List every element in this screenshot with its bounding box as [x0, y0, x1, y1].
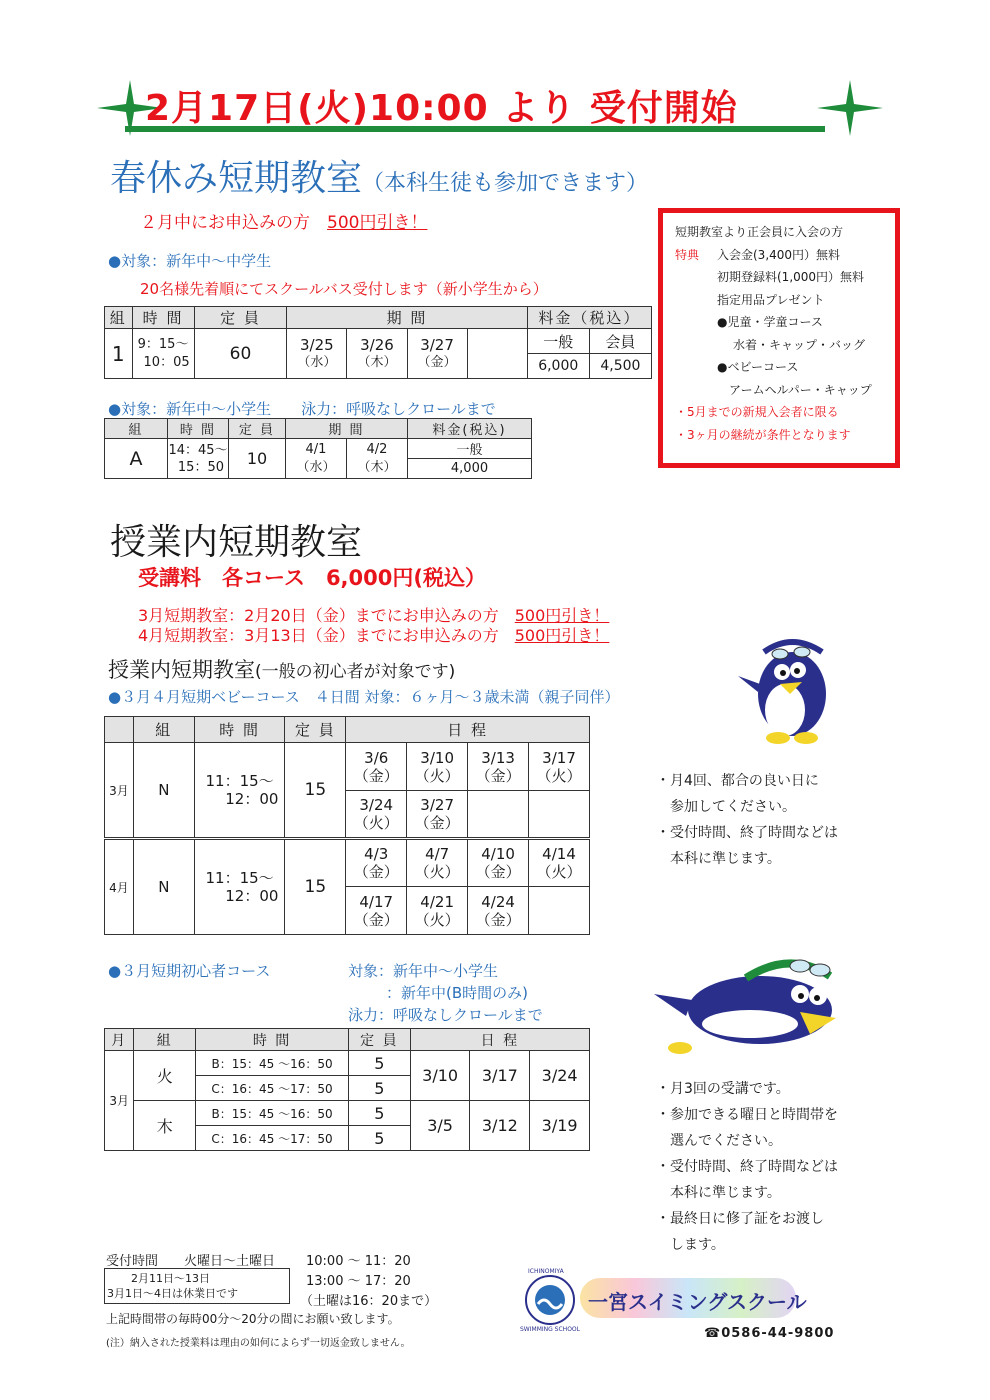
- beg-month: 3月: [105, 1051, 134, 1151]
- tue-c-time: C：16：45 ～17：50: [196, 1076, 349, 1101]
- th-group: 組: [105, 419, 168, 439]
- march-date-5: 3/24 （火）: [346, 791, 407, 839]
- cell-d2: 4/2 （木）: [347, 439, 408, 479]
- promo-child-items: 水着・キャップ・バッグ: [733, 337, 866, 352]
- footer-refund: (注）納入された授業料は理由の如何によらず一切返金致しません。: [106, 1338, 411, 1349]
- holiday-box: 2月11日～13日 3月1日～4日は休業日です: [104, 1268, 290, 1304]
- promo-perk1: 特典 入会金(3,400円）無料: [675, 247, 841, 262]
- inclass-sub-title: 授業内短期教室(一般の初心者が対象です): [108, 658, 456, 682]
- baby-notes: [656, 768, 838, 872]
- promo-box: [658, 208, 900, 468]
- thu-date-3: 3/19: [530, 1101, 590, 1151]
- th-cap: 定 員: [285, 717, 346, 743]
- beg-note: します。: [670, 1237, 725, 1253]
- april-date-6: 4/21 （火）: [407, 887, 468, 935]
- banner-text: 2月17日(火)10:00 より 受付開始: [145, 88, 738, 129]
- spring-target2: ●対象：新年中～小学生 泳力：呼吸なしクロールまで: [108, 400, 496, 418]
- april-date-2: 4/7 （火）: [407, 839, 468, 887]
- seal-text-top: ICHINOMIYA: [528, 1268, 564, 1275]
- march-date-1: 3/6 （金）: [346, 743, 407, 791]
- seal-text-bottom: SWIMMING SCHOOL: [520, 1326, 580, 1333]
- promo-cond1: ・5月までの新規入会者に限る: [675, 405, 839, 419]
- april-time: 11：15～ 12：00: [194, 839, 285, 935]
- th-cap: 定 員: [194, 307, 287, 329]
- inclass-disc1: 3月短期教室：2月20日（金）までにお申込みの方 500円引き！: [138, 606, 610, 625]
- beg-note: 本科に準じます。: [670, 1185, 781, 1201]
- th-general: 一般: [527, 329, 589, 354]
- cell-group: A: [105, 439, 168, 479]
- tue-date-2: 3/17: [470, 1051, 530, 1101]
- thu-c-cap: 5: [349, 1126, 411, 1151]
- th-period: 期 間: [287, 307, 527, 329]
- tue-date-3: 3/24: [530, 1051, 590, 1101]
- school-name: 一宮スイミングスクール: [588, 1290, 807, 1314]
- baby-note: 参加してください。: [670, 799, 796, 815]
- cell-d3: 3/27 （金）: [407, 329, 467, 379]
- promo-baby-items: アームヘルパー・キャップ: [729, 382, 872, 397]
- cell-empty: [467, 329, 527, 379]
- th-month: [105, 717, 134, 743]
- beginner-table: [104, 1028, 590, 1151]
- spring-title: 春休み短期教室（本科生徒も参加できます）: [110, 158, 649, 199]
- fee-general: 4,000: [408, 459, 532, 479]
- promo-perk2: 初期登録料(1,000円）無料: [717, 270, 865, 284]
- fee-general: 6,000: [527, 354, 589, 379]
- march-date-2: 3/10 （火）: [407, 743, 468, 791]
- promo-title: 短期教室より正会員に入会の方: [675, 225, 844, 239]
- th-time: 時 間: [196, 1029, 349, 1051]
- april-month: 4月: [105, 839, 134, 935]
- th-period: 期 間: [286, 419, 408, 439]
- tue-label: 火: [134, 1051, 196, 1101]
- promo-child: ●児童・学童コース: [717, 315, 823, 329]
- march-time: 11：15～ 12：00: [194, 743, 285, 839]
- cell-time: 9：15～ 10：05: [132, 329, 194, 379]
- tue-date-1: 3/10: [410, 1051, 470, 1101]
- beg-note: ・参加できる曜日と時間帯を: [656, 1107, 838, 1123]
- penguin-swimming-icon: [650, 950, 840, 1060]
- thu-date-1: 3/5: [410, 1101, 470, 1151]
- thu-label: 木: [134, 1101, 196, 1151]
- baby-note: ・受付時間、終了時間などは: [656, 825, 838, 841]
- april-date-1: 4/3 （金）: [346, 839, 407, 887]
- march-cap: 15: [285, 743, 346, 839]
- cell-cap: 60: [194, 329, 287, 379]
- th-cap: 定 員: [229, 419, 286, 439]
- thu-date-2: 3/12: [470, 1101, 530, 1151]
- promo-perk3: 指定用品プレゼント: [717, 292, 825, 307]
- inclass-disc2: 4月短期教室：3月13日（金）までにお申込みの方 500円引き！: [138, 626, 610, 645]
- footer-time1: 10:00 ～ 11：20: [306, 1254, 411, 1269]
- march-date-empty-2: [529, 791, 590, 839]
- beg-note: 選んでください。: [670, 1133, 782, 1149]
- th-group: 組: [134, 1029, 196, 1051]
- tue-c-cap: 5: [349, 1076, 411, 1101]
- spring-target1: ●対象：新年中～中学生: [108, 252, 272, 270]
- footer-notice: 上記時間帯の毎時00分～20分の間にお願い致します。: [106, 1312, 400, 1326]
- th-group: 組: [133, 717, 194, 743]
- april-date-5: 4/17 （金）: [346, 887, 407, 935]
- april-date-4: 4/14 （火）: [529, 839, 590, 887]
- th-fee: 料金（税込）: [527, 307, 651, 329]
- th-cap: 定 員: [349, 1029, 411, 1051]
- april-group: N: [133, 839, 194, 935]
- spring-discount: ２月中にお申込みの方 500円引き！: [140, 213, 428, 233]
- thu-c-time: C：16：45 ～17：50: [196, 1126, 349, 1151]
- spring-table-2: [104, 418, 532, 479]
- april-date-7: 4/24 （金）: [468, 887, 529, 935]
- march-date-4: 3/17 （火）: [529, 743, 590, 791]
- footer-time2: 13:00 ～ 17：20: [306, 1274, 411, 1289]
- bus-note: 20名様先着順にてスクールバス受付します（新小学生から）: [140, 280, 548, 298]
- beg-note: ・月3回の受講です。: [656, 1081, 790, 1097]
- beginner-target: 対象：新年中～小学生: [348, 962, 499, 980]
- footer-reception: 受付時間 火曜日～土曜日: [106, 1254, 276, 1269]
- april-date-empty: [529, 887, 590, 935]
- cell-time: 14：45～ 15：50: [168, 439, 229, 479]
- cell-d1: 4/1 （水）: [286, 439, 347, 479]
- baby-note: 本科に準じます。: [670, 851, 781, 867]
- inclass-title: 授業内短期教室: [110, 522, 363, 563]
- march-date-3: 3/13 （金）: [468, 743, 529, 791]
- march-month: 3月: [105, 743, 134, 839]
- cell-d1: 3/25 （水）: [287, 329, 347, 379]
- baby-table: [104, 716, 590, 935]
- tue-b-cap: 5: [349, 1051, 411, 1076]
- tue-b-time: B：15：45 ～16：50: [196, 1051, 349, 1076]
- beg-note: ・受付時間、終了時間などは: [656, 1159, 838, 1175]
- th-general: 一般: [408, 439, 532, 459]
- school-phone: ☎0586-44-9800: [704, 1326, 835, 1341]
- baby-note: ・月4回、都合の良い日に: [656, 773, 819, 789]
- fee-member: 4,500: [589, 354, 651, 379]
- baby-course: ●３月４月短期ベビーコース ４日間 対象：６ヶ月～３歳未満（親子同伴）: [108, 688, 620, 706]
- beg-note: ・最終日に修了証をお渡し: [656, 1211, 824, 1227]
- th-member: 会員: [589, 329, 651, 354]
- th-fee: 料金(税込): [408, 419, 532, 439]
- banner: [95, 78, 885, 136]
- th-group: 組: [105, 307, 133, 329]
- th-time: 時 間: [194, 717, 285, 743]
- cell-d2: 3/26 （木）: [347, 329, 407, 379]
- cell-cap: 10: [229, 439, 286, 479]
- april-date-3: 4/10 （金）: [468, 839, 529, 887]
- inclass-fee: 受講料 各コース 6,000円(税込）: [138, 566, 486, 590]
- th-month: 月: [105, 1029, 134, 1051]
- beginner-level: 泳力：呼吸なしクロールまで: [348, 1006, 543, 1024]
- th-sched: 日 程: [346, 717, 590, 743]
- cell-group: 1: [105, 329, 133, 379]
- beginner-notes: [656, 1076, 838, 1258]
- beginner-course: ●３月短期初心者コース: [108, 962, 271, 980]
- th-time: 時 間: [168, 419, 229, 439]
- thu-b-cap: 5: [349, 1101, 411, 1126]
- th-sched: 日 程: [410, 1029, 589, 1051]
- april-cap: 15: [285, 839, 346, 935]
- march-group: N: [133, 743, 194, 839]
- spring-table-1: [104, 306, 652, 379]
- promo-cond2: ・3ヶ月の継続が条件となります: [675, 427, 851, 442]
- th-time: 時 間: [132, 307, 194, 329]
- footer-sat: （土曜は16：20まで）: [300, 1294, 438, 1309]
- school-seal-icon: [524, 1274, 576, 1326]
- promo-baby: ●ベビーコース: [717, 360, 799, 374]
- march-date-empty-1: [468, 791, 529, 839]
- thu-b-time: B：15：45 ～16：50: [196, 1101, 349, 1126]
- march-date-6: 3/27 （金）: [407, 791, 468, 839]
- beginner-target-sub: ：新年中(B時間のみ): [386, 984, 528, 1002]
- penguin-standing-icon: [730, 632, 850, 747]
